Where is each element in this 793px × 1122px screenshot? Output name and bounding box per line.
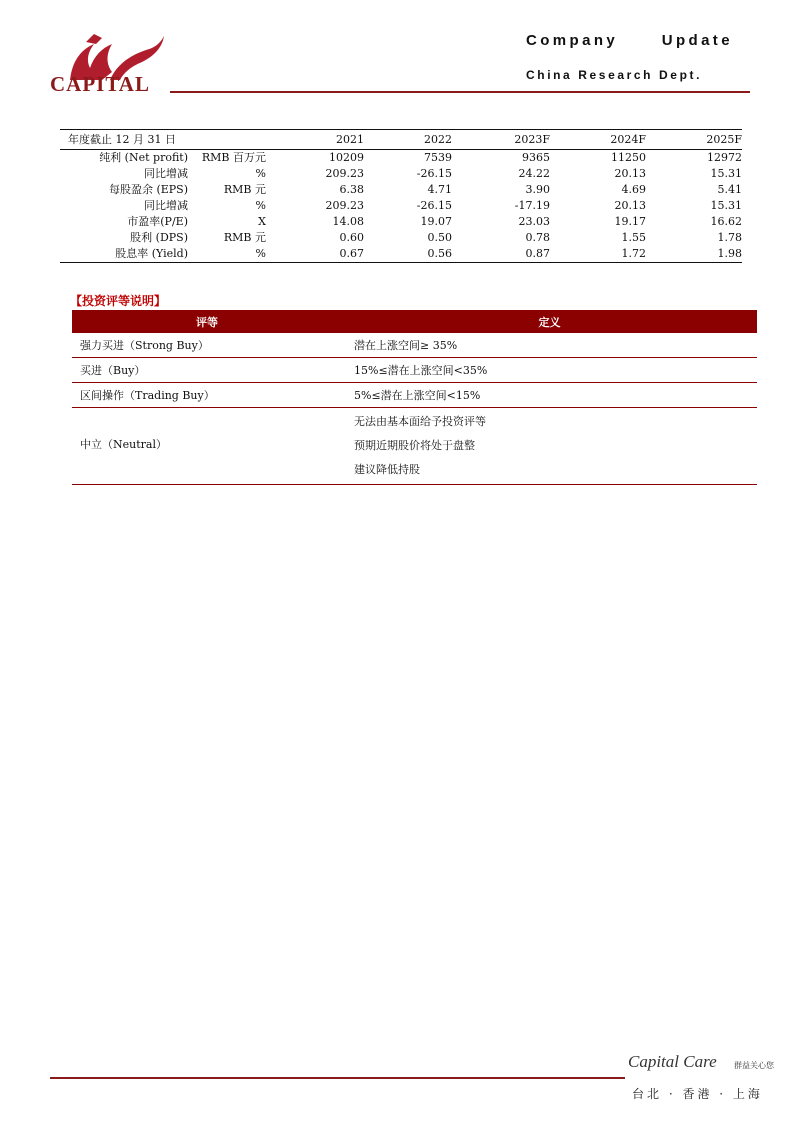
- cell-value: 0.50: [427, 231, 452, 244]
- ratings-section-title: 【投资评等说明】: [70, 294, 167, 308]
- cell-value: 24.22: [518, 167, 550, 180]
- year-header: 2022: [364, 130, 452, 150]
- year-header: 2021: [272, 130, 364, 150]
- row-label: 每股盈余 (EPS): [108, 183, 188, 196]
- cell-value: -26.15: [416, 167, 452, 180]
- cell-value: 20.13: [614, 167, 646, 180]
- rating-column-header: 评等: [72, 310, 342, 333]
- cell-value: 1.72: [550, 246, 646, 263]
- cell-value: 0.67: [272, 246, 364, 263]
- cell-value: 12972: [707, 151, 742, 164]
- financial-summary-table: [60, 129, 742, 263]
- row-label: 市盈率(P/E): [127, 215, 188, 228]
- row-label: 股利 (DPS): [130, 231, 188, 244]
- table-row: [72, 408, 757, 485]
- table-row: [60, 150, 742, 167]
- row-label: 纯利 (Net profit): [99, 151, 188, 164]
- footer-brand-logo: Capital Care: [628, 1052, 717, 1071]
- cell-value: 0.78: [525, 231, 550, 244]
- header-divider: [170, 91, 750, 93]
- ratings-table: [72, 310, 757, 485]
- table-row: [72, 333, 757, 358]
- cell-value: 4.71: [427, 183, 452, 196]
- cell-value: 0.56: [364, 246, 452, 263]
- cell-value: 14.08: [332, 215, 364, 228]
- row-unit: %: [192, 246, 272, 263]
- row-unit: %: [255, 167, 266, 180]
- cell-value: 10209: [329, 151, 364, 164]
- cell-value: 11250: [611, 151, 646, 164]
- department-subtitle: China Research Dept.: [526, 68, 703, 82]
- row-unit: RMB 百万元: [201, 151, 266, 164]
- logo-text: CAPITAL: [50, 72, 150, 96]
- cell-value: 4.69: [621, 183, 646, 196]
- cell-value: 7539: [424, 151, 452, 164]
- definition-line: 预期近期股价将处于盘整: [354, 439, 475, 452]
- row-unit: X: [258, 215, 266, 228]
- row-unit: %: [255, 199, 266, 212]
- cell-value: -17.19: [514, 199, 550, 212]
- cell-value: 209.23: [325, 167, 364, 180]
- cell-value: 9365: [522, 151, 550, 164]
- table-row: [60, 246, 742, 263]
- table-header-row: [60, 130, 742, 150]
- fiscal-year-label: 年度截止 12 月 31 日: [60, 130, 272, 150]
- table-row: [60, 214, 742, 230]
- year-header: 2023F: [452, 130, 550, 150]
- cell-value: 0.87: [452, 246, 550, 263]
- table-row: [60, 166, 742, 182]
- report-type-title: Company Update: [526, 32, 733, 49]
- row-unit: RMB 元: [223, 183, 266, 196]
- cell-value: 20.13: [614, 199, 646, 212]
- cell-value: 1.78: [717, 231, 742, 244]
- table-row: [60, 230, 742, 246]
- year-header: 2024F: [550, 130, 646, 150]
- row-label: 同比增减: [144, 199, 188, 212]
- cell-value: 1.98: [646, 246, 742, 263]
- footer-cities: 台北 · 香港 · 上海: [632, 1087, 763, 1101]
- definition-column-header: 定义: [342, 310, 757, 333]
- cell-value: 5.41: [717, 183, 742, 196]
- cell-value: 15.31: [710, 199, 742, 212]
- cell-value: 6.38: [339, 183, 364, 196]
- rating-name: 区间操作（Trading Buy）: [72, 383, 342, 408]
- footer-divider: [50, 1077, 625, 1079]
- cell-value: 1.55: [621, 231, 646, 244]
- definition-line: 无法由基本面给予投资评等: [354, 415, 486, 428]
- cell-value: 15.31: [710, 167, 742, 180]
- rating-definition: 15%≤潜在上涨空间<35%: [342, 358, 757, 383]
- cell-value: 19.17: [614, 215, 646, 228]
- cell-value: 23.03: [518, 215, 550, 228]
- rating-definition: [342, 408, 757, 485]
- cell-value: -26.15: [416, 199, 452, 212]
- table-row: [60, 182, 742, 198]
- row-label: 同比增减: [144, 167, 188, 180]
- cell-value: 19.07: [420, 215, 452, 228]
- cell-value: 0.60: [339, 231, 364, 244]
- table-row: [72, 383, 757, 408]
- ratings-header-row: [72, 310, 757, 333]
- row-label: 股息率 (Yield): [60, 246, 192, 263]
- cell-value: 3.90: [525, 183, 550, 196]
- cell-value: 16.62: [710, 215, 742, 228]
- cell-value: 209.23: [325, 199, 364, 212]
- year-header: 2025F: [646, 130, 742, 150]
- table-row: [72, 358, 757, 383]
- rating-definition: 5%≤潜在上涨空间<15%: [342, 383, 757, 408]
- rating-name: 中立（Neutral）: [72, 408, 342, 485]
- footer-brand-slogan: 群益关心您: [734, 1061, 774, 1070]
- rating-name: 买进（Buy）: [72, 358, 342, 383]
- table-row: [60, 198, 742, 214]
- rating-name: 强力买进（Strong Buy）: [72, 333, 342, 358]
- rating-definition: 潜在上涨空间≥ 35%: [342, 333, 757, 358]
- row-unit: RMB 元: [223, 231, 266, 244]
- definition-line: 建议降低持股: [354, 463, 420, 476]
